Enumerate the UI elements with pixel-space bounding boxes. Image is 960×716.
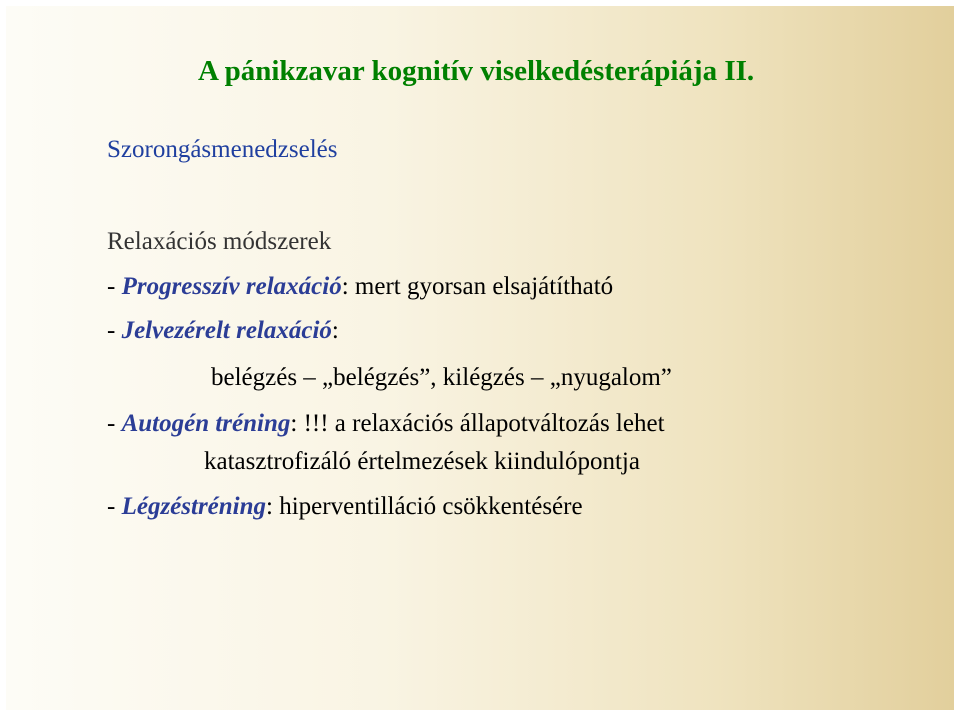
list-item-progressive-relaxation xyxy=(107,273,613,301)
list-item-cue-controlled-relaxation xyxy=(107,317,339,345)
list-item-term: Progresszív relaxáció xyxy=(121,273,342,300)
list-item-term: Jelvezérelt relaxáció xyxy=(121,317,332,344)
list-item-prefix: - xyxy=(107,273,122,300)
slide xyxy=(6,6,954,710)
list-item-term: Légzéstréning xyxy=(121,493,267,520)
slide-title: A pánikzavar kognitív viselkedésterápiája II. xyxy=(198,55,755,87)
slide-subtitle: Szorongásmenedzselés xyxy=(107,136,338,163)
breathing-cue-line: belégzés – „belégzés”, kilégzés – „nyugalom” xyxy=(211,364,672,391)
list-item-continuation: katasztrofizáló értelmezések kiindulópontja xyxy=(204,448,640,475)
list-item-breathing-training xyxy=(107,493,583,521)
list-item-text: : mert gyorsan elsajátítható xyxy=(341,273,614,300)
list-item-text: : xyxy=(331,317,339,344)
list-item-text: : !!! a relaxációs állapotváltozás lehet xyxy=(290,410,665,437)
list-item-prefix: - xyxy=(107,317,122,344)
list-item-prefix: - xyxy=(107,493,122,520)
section-heading: Relaxációs módszerek xyxy=(107,228,332,255)
list-item-autogenic-training xyxy=(107,410,665,438)
list-item-term: Autogén tréning xyxy=(121,410,291,437)
list-item-prefix: - xyxy=(107,410,122,437)
list-item-text: : hiperventilláció csökkentésére xyxy=(266,493,583,520)
